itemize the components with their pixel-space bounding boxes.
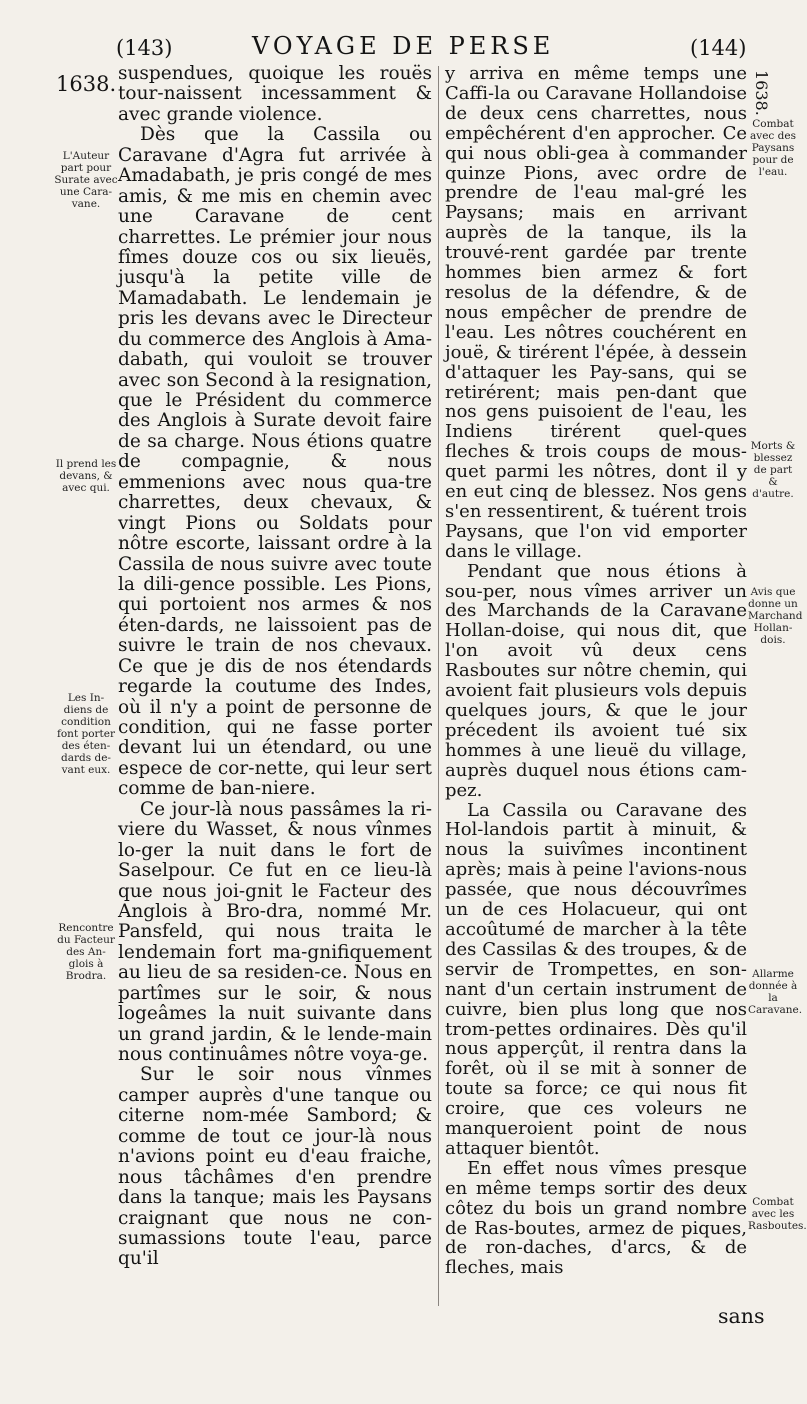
margin-note-left: Rencontre du Facteur des An-glois à Brodra.: [57, 922, 115, 982]
catchword: sans: [718, 1304, 765, 1328]
paragraph: Pendant que nous étions à sou-per, nous vîmes arriver un des Marchands de la Caravane Hollan-doise, qui nous dit, que l'on avoit vû deux cens Rasboutes sur nôtre chemin, qui avoient fait plusieurs vols depuis quelques jours, & que le jour précedent ils avoient tué six hommes à une lieuë du village, auprès duquel nous étions cam-pez.: [445, 560, 747, 801]
paragraph: y arriva en même temps une Caffi-la ou Caravane Hollandoise de deux cens charrettes, nous empêchérent d'en approcher. Ce qui nous obli-gea à commander quinze Pions, avec ordre de prendre de l'eau mal-gré les Paysans; mais en arrivant auprès de la tanque, ils la trouvé-rent gardée par trente hommes bien armez & fort resolus de la défendre, & de nous empêcher de prendre de l'eau. Les nôtres couchérent en jouë, & tirérent l'épée, à dessein d'attaquer les Pay-sans, qui se retirérent; mais pen-dant que nos gens puisoient de l'eau, les Indiens tirérent quel-ques fleches & trois coups de mous-quet parmi les nôtres, dont il y en eut cinq de blessez. Nos gens s'en ressentirent, & tuérent trois Paysans, que l'on vid emporter dans le village.: [445, 63, 747, 562]
margin-note-left: Les In-diens de condition font porter des éten-dards de-vant eux.: [56, 692, 116, 776]
year-marker-right: 1638.: [752, 70, 771, 116]
margin-note-right: Morts & blessez de part & d'autre.: [750, 440, 796, 500]
margin-note-right: Combat avec les Rasboutes.: [748, 1196, 807, 1232]
year-marker-left: 1638.: [56, 72, 117, 96]
column-divider: [438, 66, 439, 1306]
margin-note-right: Combat avec des Paysans pour de l'eau.: [750, 118, 796, 178]
margin-note-left: L'Auteur part pour Surate avec une Cara-vane.: [54, 150, 118, 210]
margin-note-right: Avis que donne un Marchand Hollan-dois.: [748, 586, 803, 646]
paragraph: Ce jour-là nous passâmes la ri-viere du Wasset, & nous vînmes lo-ger la nuit dans le fort de Saselpour. Ce fut en ce lieu-là que nous joi-gnit le Facteur des Anglois à Bro-dra, nommé Mr. Pansfeld, qui nous traita le lendemain fort ma-gnifiquement au lieu de sa residen-ce. Nous en partîmes sur le soir, & nous logeâmes la nuit suivante dans un grand jardin, & le lende-main nous continuâmes nôtre voya-ge.: [118, 798, 432, 1065]
margin-note-left: Il prend les devans, & avec qui.: [55, 458, 117, 494]
page-number-left: (143): [116, 36, 173, 60]
text-column-right: [445, 64, 747, 1278]
paragraph: suspendues, quoique les rouës tour-naissent incessamment & avec grande violence.: [118, 63, 432, 125]
running-title: VOYAGE DE PERSE: [252, 32, 555, 60]
page-number-right: (144): [690, 36, 747, 60]
paragraph: La Cassila ou Caravane des Hol-landois partit à minuit, & nous la suivîmes incontinent après; mais à peine l'avions-nous passée, que nous découvrîmes un de ces Holacueur, qui ont accoûtumé de marcher à la tête des Cassilas & des troupes, & de servir de Trompettes, en son-nant d'un certain instrument de cuivre, bien plus long que nos trom-pettes ordinaires. Dès qu'il nous apperçût, il rentra dans la forêt, où il se mit à sonner de toute sa force; ce qui nous fit croire, que ces voleurs ne manqueroient point de nous attaquer bientôt.: [445, 799, 747, 1159]
text-column-left: [118, 64, 432, 1270]
margin-note-right: Allarme donnée à la Caravane.: [748, 968, 803, 1016]
paragraph: En effet nous vîmes presque en même temps sortir des deux côtez du bois un grand nombre de Ras-boutes, armez de piques, de ron-daches, d'arcs, & de fleches, mais: [445, 1157, 747, 1279]
paragraph: Sur le soir nous vînmes camper auprès d'une tanque ou citerne nom-mée Sambord; & comme de tout ce jour-là nous n'avions point eu d'eau fraiche, nous tâchâmes d'en prendre dans la tanque; mais les Paysans craignant que nous ne con-sumassions toute l'eau, parce qu'il: [118, 1064, 432, 1270]
paragraph: Dès que la Cassila ou Caravane d'Agra fut arrivée à Amadabath, je pris congé de mes amis, & me mis en chemin avec une Caravane de cent charrettes. Le prémier jour nous fîmes douze cos ou six lieuës, jusqu'à la petite ville de Mamadabath. Le lendemain je pris les devans avec le Directeur du commerce des Anglois à Ama-dabath, qui vouloit se trouver avec son Second à la resignation, que le Président du commerce des Anglois à Surate devoit faire de sa charge. Nous étions quatre de compagnie, & nous emmenions avec nous qua-tre charrettes, deux chevaux, & vingt Pions ou Soldats pour nôtre escorte, laissant ordre à la Cassila de nous suivre avec toute la dili-gence possible. Les Pions, qui portoient nos armes & nos éten-dards, ne laissoient pas de suivre le train de nos chevaux. Ce que je dis de nos étendards regarde la coutume des Indes, où il n'y a point de personne de condition, qui ne fasse porter devant lui un étendard, ou une espece de cor-nette, qui leur sert comme de ban-niere.: [118, 124, 432, 800]
running-head: [0, 28, 800, 68]
